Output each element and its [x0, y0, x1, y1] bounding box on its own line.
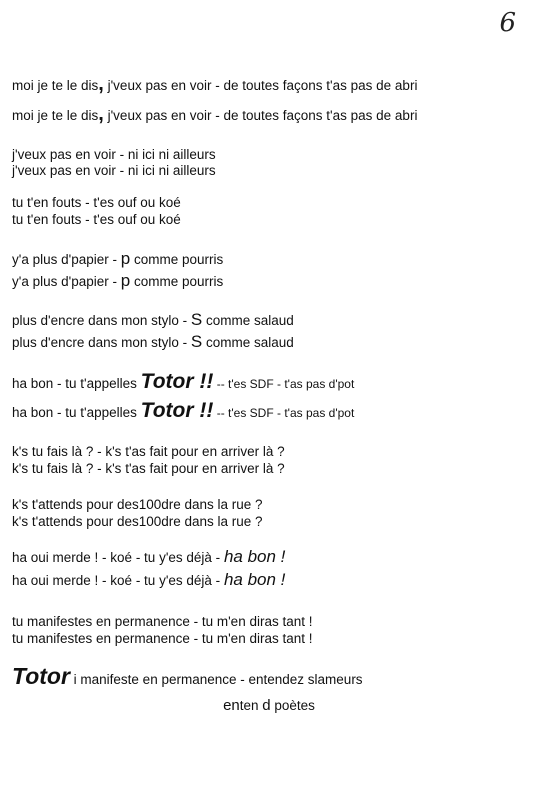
poem-line-20: tu manifestes en permanence - tu m'en diras tant ! [12, 631, 313, 646]
poem-line-1: moi je te le dis, j'veux pas en voir - de toutes façons t'as pas de abri [12, 73, 418, 95]
poem-footer: enten d poètes [223, 697, 315, 714]
poem-line-18: ha oui merde ! - koé - tu y'es déjà - ha bon ! [12, 570, 286, 589]
poem-line-9: plus d'encre dans mon stylo - S comme salaud [12, 310, 294, 329]
totor-name: Totor !! [140, 370, 214, 393]
page-number: 6 [499, 8, 516, 38]
poem-line-17: ha oui merde ! - koé - tu y'es déjà - ha bon ! [12, 547, 286, 566]
poem-line-16: k's t'attends pour des100dre dans la rue ? [12, 514, 263, 529]
poem-line-2: moi je te le dis, j'veux pas en voir - de toutes façons t'as pas de abri [12, 103, 418, 125]
poem-line-13: k's tu fais là ? - k's t'as fait pour en arriver là ? [12, 444, 285, 459]
poem-line-21: Totor i manifeste en permanence - entendez slameurs [12, 663, 363, 689]
poem-line-3: j'veux pas en voir - ni ici ni ailleurs [12, 147, 216, 162]
totor-name: Totor !! [140, 399, 214, 422]
poem-line-8: y'a plus d'papier - p comme pourris [12, 271, 224, 290]
poem-line-19: tu manifestes en permanence - tu m'en diras tant ! [12, 614, 313, 629]
poem-line-10: plus d'encre dans mon stylo - S comme salaud [12, 332, 294, 351]
poem-line-4: j'veux pas en voir - ni ici ni ailleurs [12, 163, 216, 178]
poem-line-14: k's tu fais là ? - k's t'as fait pour en arriver là ? [12, 461, 285, 476]
poem-line-11: ha bon - tu t'appelles Totor !! -- t'es SDF - t'as pas d'pot [12, 370, 355, 393]
poem-line-7: y'a plus d'papier - p comme pourris [12, 249, 224, 268]
poem-line-5: tu t'en fouts - t'es ouf ou koé [12, 195, 181, 210]
poem-line-6: tu t'en fouts - t'es ouf ou koé [12, 212, 181, 227]
totor-name: Totor [12, 663, 70, 689]
poem-line-12: ha bon - tu t'appelles Totor !! -- t'es SDF - t'as pas d'pot [12, 399, 355, 422]
poem-line-15: k's t'attends pour des100dre dans la rue ? [12, 497, 263, 512]
